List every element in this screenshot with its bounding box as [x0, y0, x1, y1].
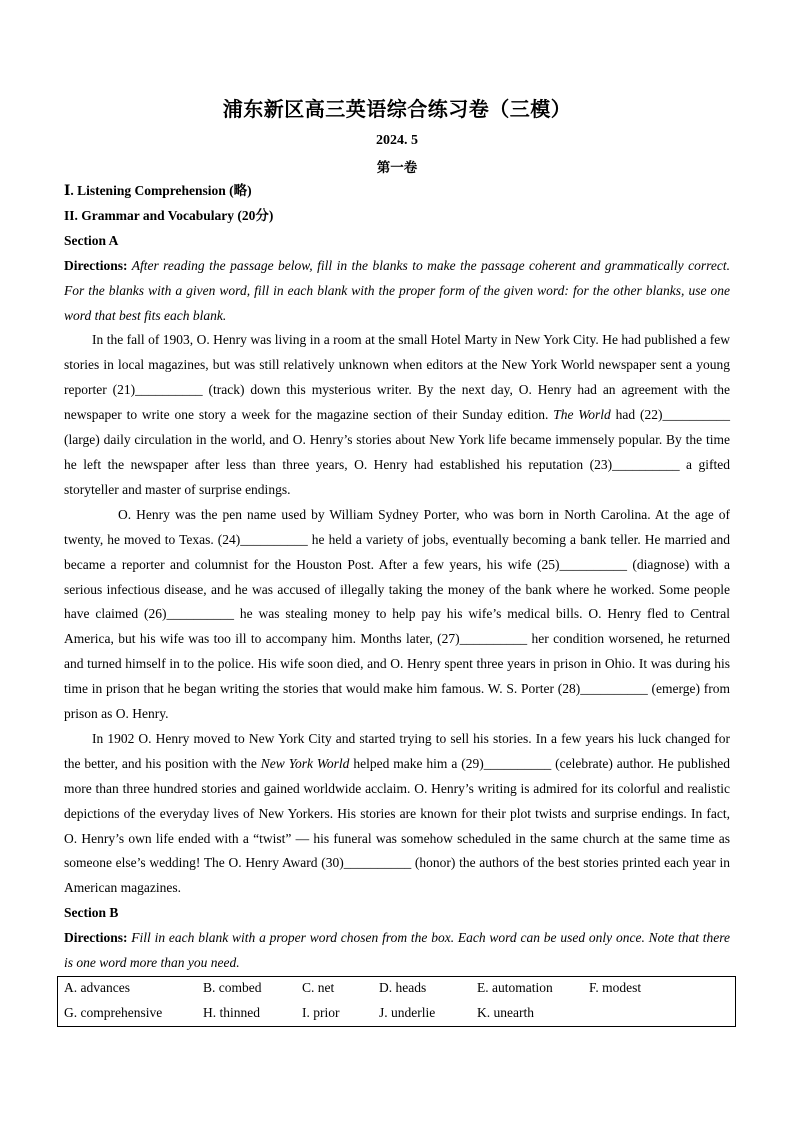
word-option-a: A. advances [64, 980, 130, 995]
paragraph-text: In 1902 O. Henry moved to New York City and started trying to sell his stories. In a few years his luck changed for the better, and his position with the [64, 730, 730, 771]
directions-label: Directions: [64, 257, 128, 273]
volume-label: 第一卷 [376, 160, 418, 176]
word-option-c: C. net [302, 980, 335, 995]
passage-paragraph-3 [64, 727, 730, 901]
section-a-directions [64, 254, 730, 329]
part-2-heading: II. Grammar and Vocabulary (20分) [64, 207, 274, 223]
paragraph-italic: The World [553, 407, 611, 423]
paragraph-text: In the fall of 1903, O. Henry was living in a room at the small Hotel Marty in New York City. He had published a few stories in local magazines, but was still relatively unknown when editors at the New York World newspaper sent a young reporter (21)__________ (track) down this mysterious writer. By the next day, O. Henry had an agreement with the newspaper to write one story a week for the magazine section of their Sunday edition. [64, 332, 730, 423]
word-bank-row-2 [58, 1005, 735, 1029]
paragraph-text: helped make him a (29)__________ (celebrate) author. He published more than three hundred stories and gained worldwide acclaim. O. Henry’s writing is admired for its colorful and realistic depictions of the everyday lives of New Yorkers. His stories are known for their plot twists and surprise endings. In fact, O. Henry’s own life ended with a “twist” — his funeral was somehow scheduled in the same church at the same time as someone else’s wedding! The O. Henry Award (30)__________ (honor) the authors of the best stories printed each year in American magazines. [64, 755, 730, 896]
exam-title: 浦东新区高三英语综合练习卷（三模） [222, 97, 572, 121]
paragraph-text: had (22)__________ (large) daily circulation in the world, and O. Henry’s stories about New York life became immensely popular. By the time he left the newspaper after less than three years, O. Henry had established his reputation (23)__________ a gifted storyteller and master of surprise endings. [64, 407, 730, 497]
word-option-k: K. unearth [477, 1005, 534, 1020]
exam-date: 2024. 5 [376, 133, 418, 148]
directions-text: After reading the passage below, fill in the blanks to make the passage coherent and grammatically correct. For the blanks with a given word, fill in each blank with the proper form of the given word: for the other blanks, use one word that best fits each blank. [64, 257, 730, 323]
section-a-label: Section A [64, 232, 119, 248]
section-b-label: Section B [64, 905, 119, 921]
word-option-i: I. prior [302, 1005, 340, 1020]
directions-label: Directions: [64, 930, 128, 946]
passage-paragraph-2: O. Henry was the pen name used by William Sydney Porter, who was born in North Carolina. At the age of twenty, he moved to Texas. (24)__________ he held a variety of jobs, eventually becoming a bank teller. He married and became a reporter and columnist for the Houston Post. After a few years, his wife (25)__________ (diagnose) with a serious infectious disease, and he was accused of illegally taking the money of the bank where he worked. Some people have claimed (26)__________ he was stealing money to help pay his wife’s medical bills. O. Henry fled to Central America, but his wife was too ill to accompany him. Months later, (27)__________ her condition worsened, he returned and turned himself in to the police. His wife soon died, and O. Henry spent three years in prison in Ohio. It was during his time in prison that he began writing the stories that would make him famous. W. S. Porter (28)__________ (emerge) from prison as O. Henry. [64, 506, 730, 722]
exam-content [64, 179, 730, 976]
paragraph-italic: New York World [260, 755, 350, 771]
section-b-directions [64, 926, 730, 976]
part-1-heading: Ⅰ. Listening Comprehension (略) [64, 183, 252, 198]
word-option-h: H. thinned [203, 1005, 260, 1020]
word-option-f: F. modest [589, 980, 642, 995]
word-option-g: G. comprehensive [64, 1005, 163, 1020]
word-option-e: E. automation [477, 980, 553, 995]
word-option-j: J. underlie [379, 1005, 436, 1020]
word-bank-box [57, 976, 736, 1027]
directions-text: Fill in each blank with a proper word chosen from the box. Each word can be used only once. Note that there is one word more than you need. [64, 930, 730, 971]
word-bank-row-1 [58, 980, 735, 1004]
word-option-b: B. combed [203, 980, 262, 995]
word-option-d: D. heads [379, 980, 427, 995]
passage-paragraph-1 [64, 328, 730, 502]
